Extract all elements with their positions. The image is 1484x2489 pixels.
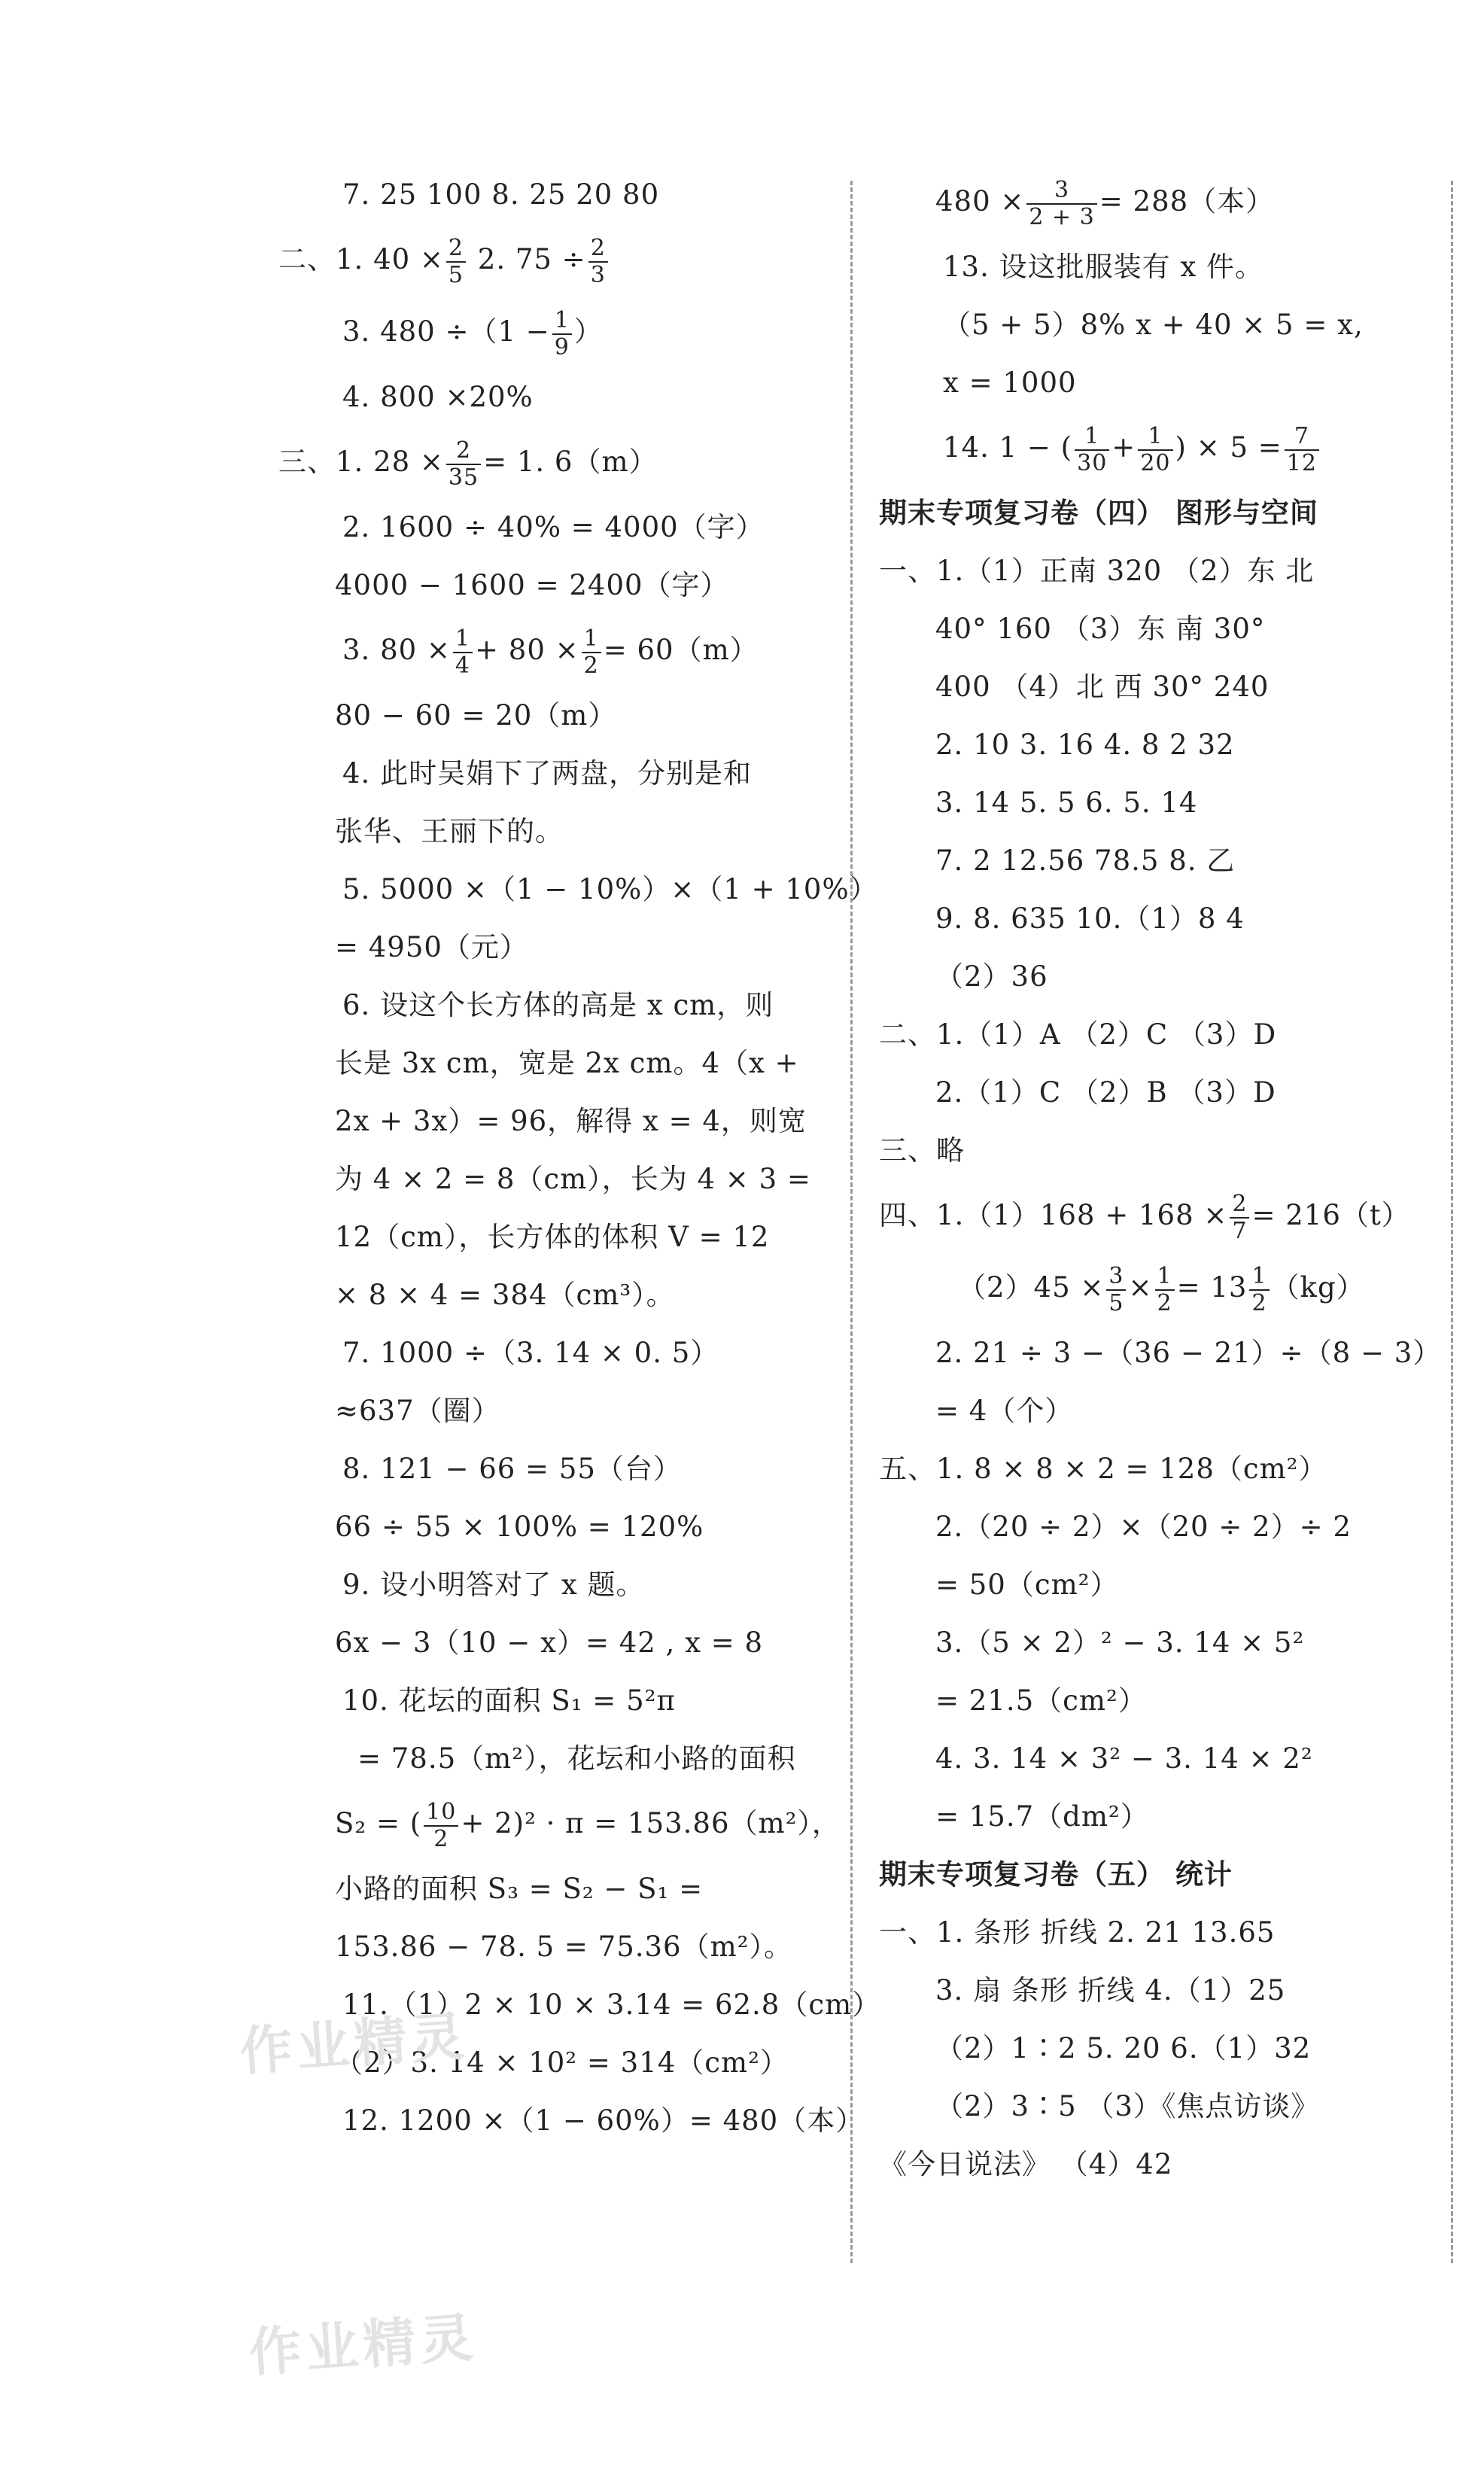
fraction (453, 626, 473, 679)
answer-line (278, 1382, 828, 1440)
answer-text: ） (573, 315, 603, 348)
answer-text: x = 1000 (943, 367, 1077, 399)
answer-text: 7. 25 100 8. 25 20 80 (342, 178, 660, 211)
fraction-numerator: 2 (588, 236, 608, 263)
fraction (1026, 178, 1096, 230)
answer-line (879, 1903, 1451, 1961)
answer-text: 2. 10 3. 16 4. 8 2 32 (935, 729, 1235, 761)
fraction (1285, 424, 1319, 476)
left-column (278, 166, 881, 2150)
answer-text: （2）36 (935, 960, 1048, 993)
fraction-numerator: 10 (424, 1800, 458, 1827)
answer-text: 期末专项复习卷（五） 统计 (879, 1858, 1233, 1891)
fraction-denominator: 4 (455, 652, 471, 679)
fraction (1138, 424, 1172, 476)
answer-text: 3. 扇 条形 折线 4.（1）25 (935, 1974, 1286, 2007)
answer-text: 二、1. 40 × (278, 243, 444, 275)
fraction-denominator: 2 (1251, 1289, 1267, 1316)
answer-text: 为 4 × 2 = 8（cm），长为 4 × 3 = (335, 1163, 811, 1195)
answer-line (278, 224, 828, 296)
answer-text: 66 ÷ 55 × 100% = 120% (335, 1511, 704, 1543)
answer-line (278, 1860, 828, 1918)
answer-text: 12（cm），长方体的体积 V = 12 (335, 1221, 770, 1253)
answer-line (278, 614, 828, 686)
fraction-numerator: 1 (1138, 424, 1172, 451)
answer-text: 三、略 (879, 1134, 965, 1167)
answer-line (879, 1440, 1451, 1498)
answer-text: = 15.7（dm²） (935, 1800, 1149, 1833)
answer-line (278, 1208, 828, 1266)
answer-line (879, 1382, 1451, 1440)
answer-text: 2. 21 ÷ 3 −（36 − 21）÷（8 − 3） (935, 1337, 1442, 1369)
answer-text: 2.（1）C （2）B （3）D (935, 1076, 1276, 1109)
answer-text: （kg） (1271, 1271, 1365, 1304)
answer-line (278, 1324, 828, 1382)
fraction (446, 438, 481, 491)
fraction-denominator: 2 + 3 (1029, 203, 1095, 230)
fraction-numerator: 1 (1249, 1264, 1269, 1291)
answer-text: = 4（个） (935, 1395, 1074, 1427)
answer-text: 12. 1200 ×（1 − 60%）= 480（本） (342, 2104, 865, 2137)
answer-text: 一、1. 条形 折线 2. 21 13.65 (879, 1916, 1276, 1949)
answer-line (879, 948, 1451, 1006)
answer-text: = 216（t） (1251, 1199, 1410, 1231)
answer-text: （2）3. 14 × 10² = 314（cm²） (335, 2046, 789, 2079)
answer-text: 一、1.（1）正南 320 （2）东 北 (879, 555, 1315, 587)
answer-line (278, 1266, 828, 1324)
answer-text: 4. 此时吴娟下了两盘，分别是和 (342, 757, 753, 790)
answer-text: 7. 1000 ÷（3. 14 × 0. 5） (342, 1337, 719, 1369)
fraction-denominator: 3 (590, 261, 606, 288)
answer-line (278, 860, 878, 918)
fraction-denominator: 2 (1157, 1289, 1172, 1316)
fraction-numerator: 3 (1026, 178, 1096, 205)
fraction-denominator: 7 (1232, 1217, 1248, 1244)
answer-line (879, 1730, 1451, 1788)
answer-line (879, 354, 1451, 412)
answer-text: 3. 80 × (342, 634, 451, 666)
answer-line (879, 542, 1451, 600)
fraction-numerator: 7 (1285, 424, 1319, 451)
answer-line (278, 1672, 828, 1730)
answer-line (879, 412, 1451, 484)
answer-text: 二、1.（1）A （2）C （3）D (879, 1018, 1277, 1051)
fraction-numerator: 1 (582, 626, 601, 653)
answer-line (879, 1252, 1451, 1324)
answer-text: + 80 × (475, 634, 579, 666)
answer-line (879, 774, 1451, 832)
answer-line (278, 1150, 828, 1208)
answer-line (278, 1556, 828, 1614)
answer-line (278, 368, 828, 426)
watermark: 作业精灵 (237, 2005, 470, 2083)
fraction-denominator: 35 (448, 464, 479, 491)
fraction-numerator: 2 (446, 236, 466, 263)
column-divider (850, 181, 853, 2263)
answer-line (879, 600, 1451, 658)
fraction-denominator: 2 (583, 652, 599, 679)
answer-text: 张华、王丽下的。 (335, 815, 564, 847)
answer-text: = 1. 6（m） (483, 446, 658, 478)
fraction-numerator: 1 (552, 308, 572, 335)
answer-line (278, 498, 828, 556)
answer-text: ≈637（圈） (335, 1395, 500, 1427)
answer-line (879, 1006, 1451, 1063)
fraction-denominator: 2 (433, 1825, 449, 1852)
answer-line (278, 1730, 828, 1788)
answer-line (879, 296, 1451, 354)
answer-text: + 2)² · π = 153.86（m²）， (461, 1807, 841, 1839)
answer-text: 5. 5000 ×（1 − 10%）×（1 + 10%） (342, 873, 878, 905)
answer-text: = 21.5（cm²） (935, 1684, 1147, 1717)
answer-line (879, 1672, 1451, 1730)
answer-line (879, 1063, 1451, 1121)
answer-text: = 288（本） (1099, 185, 1275, 218)
answer-text: 《今日说法》 （4）42 (879, 2148, 1173, 2180)
fraction (588, 236, 608, 288)
fraction-denominator: 9 (554, 333, 570, 361)
answer-line (879, 658, 1451, 716)
fraction-denominator: 5 (1108, 1289, 1124, 1316)
answer-line (278, 802, 828, 860)
answer-line (879, 832, 1451, 890)
fraction-numerator: 2 (1230, 1191, 1249, 1219)
answer-text: 40° 160 （3）东 南 30° (935, 613, 1266, 645)
answer-line (879, 238, 1451, 296)
answer-text: × 8 × 4 = 384（cm³）。 (335, 1279, 675, 1311)
fraction-denominator: 12 (1286, 449, 1317, 476)
answer-text: ) × 5 = (1175, 431, 1282, 464)
answer-text: 6. 设这个长方体的高是 x cm，则 (342, 989, 774, 1021)
answer-text: 2.（20 ÷ 2）×（20 ÷ 2）÷ 2 (935, 1511, 1352, 1543)
watermark: 作业精灵 (246, 2306, 479, 2384)
answer-text: 480 × (935, 185, 1025, 218)
fraction (1106, 1264, 1126, 1316)
answer-text: 6x − 3（10 − x）= 42 , x = 8 (335, 1626, 764, 1659)
fraction-numerator: 1 (1075, 424, 1109, 451)
answer-text: 期末专项复习卷（四） 图形与空间 (879, 497, 1318, 529)
answer-line (278, 426, 828, 498)
answer-text: 13. 设这批服装有 x 件。 (943, 251, 1264, 283)
answer-line (278, 976, 828, 1034)
answer-text: 2. 75 ÷ (468, 243, 586, 275)
fraction-numerator: 1 (1155, 1264, 1175, 1291)
answer-text: 三、1. 28 × (278, 446, 444, 478)
answer-line (879, 2019, 1451, 2077)
fraction (1249, 1264, 1269, 1316)
answer-text: = 60（m） (603, 634, 759, 666)
answer-line (879, 1614, 1451, 1672)
answer-text: 2x + 3x）= 96，解得 x = 4，则宽 (335, 1105, 807, 1137)
answer-text: 8. 121 − 66 = 55（台） (342, 1453, 682, 1485)
answer-line (278, 1440, 828, 1498)
fraction (1230, 1191, 1249, 1244)
fraction-denominator: 30 (1077, 449, 1108, 476)
answer-text: 四、1.（1）168 + 168 × (879, 1199, 1228, 1231)
fraction (552, 308, 572, 361)
answer-line (278, 166, 828, 224)
fraction (1155, 1264, 1175, 1316)
answer-line (278, 1498, 828, 1556)
answer-line (278, 918, 828, 976)
answer-text: 4. 3. 14 × 3² − 3. 14 × 2² (935, 1742, 1313, 1775)
answer-text: 11.（1）2 × 10 × 3.14 = 62.8（cm） (342, 1988, 881, 2021)
answer-line (879, 1121, 1451, 1179)
right-column (879, 166, 1451, 2193)
answer-text: = 78.5（m²），花坛和小路的面积 (357, 1742, 796, 1775)
fraction (446, 236, 466, 288)
answer-text: （2）1∶2 5. 20 6.（1）32 (935, 2032, 1312, 2065)
answer-text: 2. 1600 ÷ 40% = 4000（字） (342, 511, 765, 543)
answer-text: 14. 1 − ( (943, 431, 1073, 464)
answer-text: × (1128, 1271, 1153, 1304)
answer-line (278, 686, 828, 744)
fraction-denominator: 20 (1140, 449, 1171, 476)
answer-text: （5 + 5）8% x + 40 × 5 = x, (943, 309, 1364, 341)
fraction (424, 1800, 458, 1852)
answer-text: 7. 2 12.56 78.5 8. 乙 (935, 844, 1236, 877)
answer-text: S₂ = ( (335, 1807, 422, 1839)
answer-text: 400 （4）北 西 30° 240 (935, 671, 1270, 703)
answer-text: （2）45 × (958, 1271, 1105, 1304)
answer-text: = 4950（元） (335, 931, 528, 963)
section-heading (879, 484, 1451, 542)
answer-line (278, 296, 828, 368)
answer-line (879, 1498, 1451, 1556)
answer-text: 3.（5 × 2）² − 3. 14 × 5² (935, 1626, 1305, 1659)
answer-line (879, 2135, 1451, 2193)
answer-text: 五、1. 8 × 8 × 2 = 128（cm²） (879, 1453, 1327, 1485)
fraction-numerator: 1 (453, 626, 473, 653)
answer-text: = 50（cm²） (935, 1569, 1119, 1601)
answer-text: + (1111, 431, 1136, 464)
fraction (1075, 424, 1109, 476)
answer-line (879, 1324, 1451, 1382)
fraction-numerator: 3 (1106, 1264, 1126, 1291)
answer-text: （2）3∶5 （3）《焦点访谈》 (935, 2090, 1320, 2122)
answer-text: 3. 14 5. 5 6. 5. 14 (935, 787, 1198, 819)
answer-text: 10. 花坛的面积 S₁ = 5²π (342, 1684, 676, 1717)
answer-text: 9. 设小明答对了 x 题。 (342, 1569, 645, 1601)
answer-line (278, 744, 828, 802)
section-heading (879, 1845, 1451, 1903)
fraction-denominator: 5 (448, 261, 464, 288)
answer-line (278, 1788, 841, 1860)
answer-text: 小路的面积 S₃ = S₂ − S₁ = (335, 1873, 704, 1905)
answer-line (879, 1788, 1451, 1845)
answer-line (879, 2077, 1451, 2135)
fraction (582, 626, 601, 679)
answer-line (278, 556, 828, 614)
answer-text: 长是 3x cm，宽是 2x cm。4（x + (335, 1047, 799, 1079)
answer-text: 153.86 − 78. 5 = 75.36（m²）。 (335, 1931, 792, 1963)
answer-line (278, 1918, 828, 1976)
answer-line (879, 890, 1451, 948)
answer-line (278, 1034, 828, 1092)
answer-text: 80 − 60 = 20（m） (335, 699, 617, 732)
right-margin-divider (1451, 181, 1453, 2263)
answer-text: = 13 (1176, 1271, 1248, 1304)
answer-text: 3. 480 ÷（1 − (342, 315, 550, 348)
answer-line (879, 166, 1451, 238)
answer-line (278, 1092, 828, 1150)
answer-line (879, 716, 1451, 774)
answer-line (278, 2092, 865, 2150)
answer-text: 4. 800 ×20% (342, 381, 534, 413)
answer-line (879, 1179, 1451, 1252)
answer-text: 9. 8. 635 10.（1）8 4 (935, 902, 1245, 935)
answer-line (879, 1961, 1451, 2019)
answer-text: 4000 − 1600 = 2400（字） (335, 569, 729, 601)
answer-line (278, 1614, 828, 1672)
fraction-numerator: 2 (446, 438, 481, 465)
answer-line (879, 1556, 1451, 1614)
